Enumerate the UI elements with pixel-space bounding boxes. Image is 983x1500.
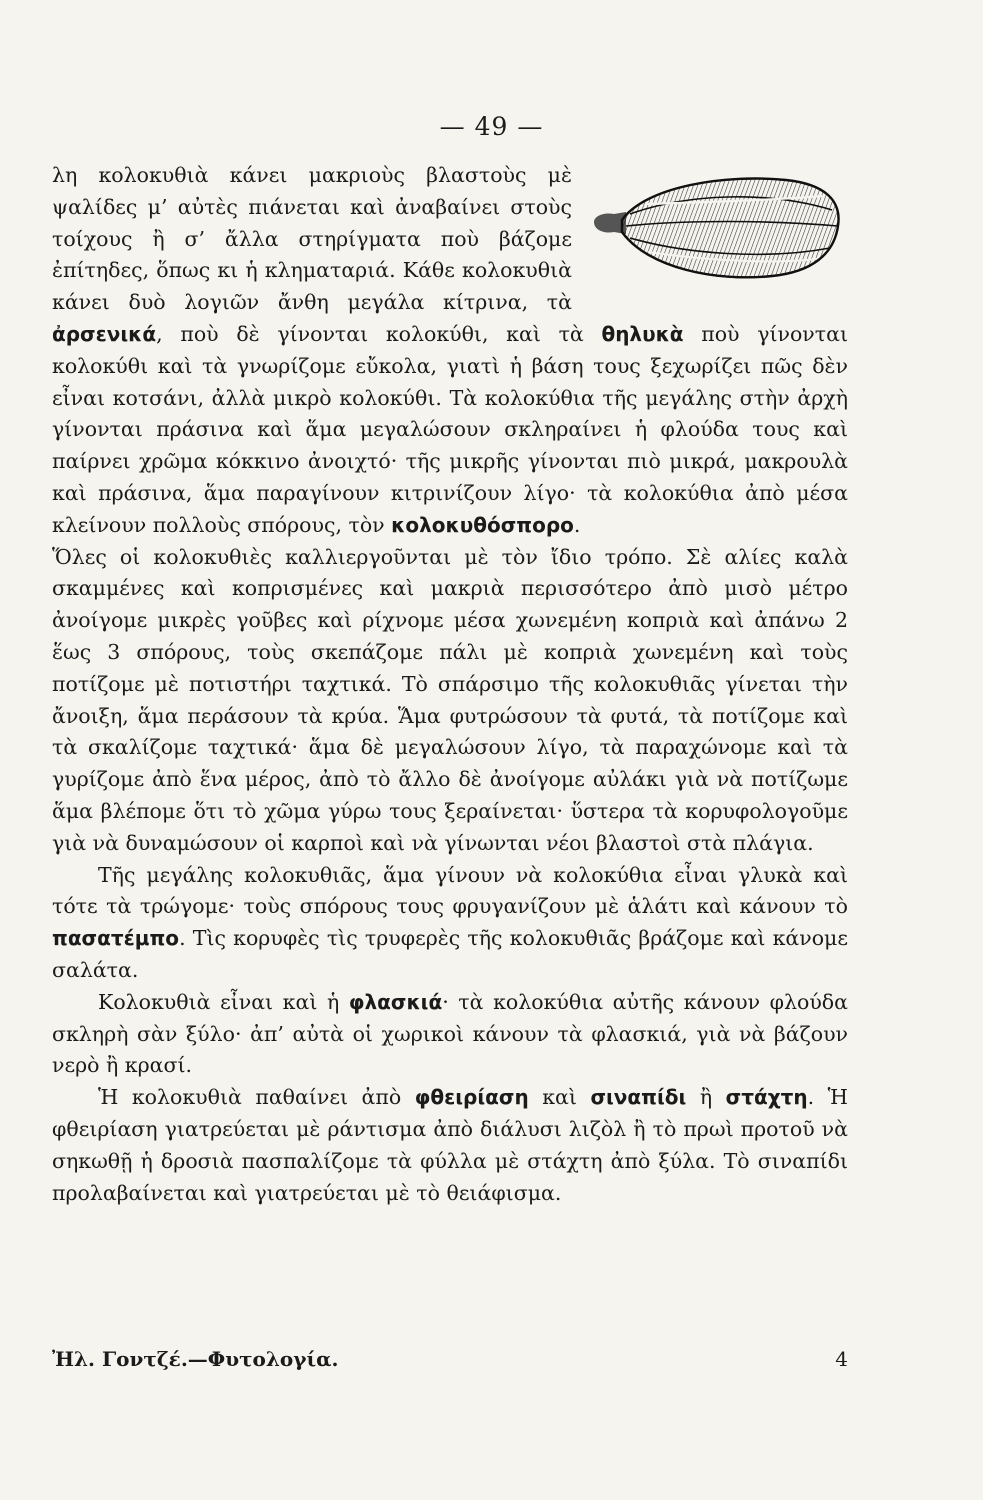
- paragraph-4: [52, 987, 848, 1082]
- bold-term: ἀρσενικά: [52, 321, 157, 346]
- text-run: · τὰ κολοκύθια αὐτῆς κάνουν φλούδα σκληρὴ σὰν ξύλο· ἀπ’ αὐτὰ οἱ χωρικοὶ κάνουν τὰ φλασκιά, γιὰ νὰ βάζουν νερὸ ἢ κρασί.: [52, 989, 848, 1078]
- footer-signature-number: 4: [835, 1347, 848, 1371]
- text-run: Ἡ κολοκυθιὰ παθαίνει ἀπὸ: [98, 1085, 415, 1110]
- text-run: , ποὺ δὲ γίνονται κολοκύθι, καὶ τὰ: [156, 321, 602, 346]
- bold-term: πασατέμπο: [52, 926, 180, 951]
- text-run: . Ἡ φθειρίαση γιατρεύεται μὲ ράντισμα ἀπὸ διάλυσι λιζὸλ ἢ τὸ πρωὶ προτοῦ νὰ σηκωθῇ ἡ δροσιὰ πασπαλίζομε τὰ φύλλα μὲ στάχτη ἀπὸ ξύλα. Τὸ σιναπίδι προλαβαίνεται καὶ γιατρεύεται μὲ τὸ θειάφισμα.: [52, 1085, 848, 1205]
- text-run: . Τὶς κορυφὲς τὶς τρυφερὲς τῆς κολοκυθιᾶς βράζομε καὶ κάνομε σαλάτα.: [52, 926, 848, 982]
- text-run: ἢ: [686, 1085, 726, 1110]
- footer-author-title: Ἠλ. Γοντζέ.—Φυτολογία.: [52, 1347, 339, 1371]
- bold-term: σιναπίδι: [590, 1085, 687, 1110]
- paragraph-5: [52, 1082, 848, 1209]
- text-run: Ὅλες οἱ κολοκυθιὲς καλλιεργοῦνται μὲ τὸν ἴδιο τρόπο. Σὲ αλίες καλὰ σκαμμένες καὶ κοπρισμένες καὶ μακριὰ περισσότερο ἀπὸ μισὸ μέτρο ἀνοίγομε μικρὲς γοῦβες καὶ ρίχνομε μέσα χωνεμένη κοπριὰ καὶ ἀπάνω 2 ἕως 3 σπόρους, τοὺς σκεπάζομε πάλι μὲ κοπριὰ χωνεμένη καὶ τοὺς ποτίζομε μὲ ποτιστήρι ταχτικά. Τὸ σπάρσιμο τῆς κολοκυθιᾶς γίνεται τὴν ἄνοιξη, ἅμα περάσουν τὰ κρύα. Ἅμα φυτρώσουν τὰ φυτά, τὰ ποτίζομε καὶ τὰ σκαλίζομε ταχτικά· ἅμα δὲ μεγαλώσουν λίγο, τὰ παραχώνομε καὶ τὰ γυρίζομε ἀπὸ ἕνα μέρος, ἀπὸ τὸ ἄλλο δὲ ἀνοίγομε αὐλάκι γιὰ νὰ ποτίζωμε ἅμα βλέπομε ὅτι τὸ χῶμα γύρω τους ξεραίνεται· ὕστερα τὰ κορυφολογοῦμε γιὰ νὰ δυναμώσουν οἱ καρποὶ καὶ νὰ γίνωνται νέοι βλαστοὶ στὰ πλάγια.: [52, 544, 848, 855]
- bold-term: στάχτη: [725, 1085, 808, 1110]
- bold-term: φθειρίαση: [414, 1085, 529, 1110]
- text-run: .: [573, 512, 581, 537]
- text-run: Τῆς μεγάλης κολοκυθιᾶς, ἅμα γίνουν νὰ κολοκύθια εἶναι γλυκὰ καὶ τότε τὰ τρώγομε· τοὺς σπόρους τους φρυγανίζουν μὲ ἁλάτι καὶ κάνουν τὸ: [52, 862, 848, 919]
- gourd-icon: [586, 164, 848, 290]
- text-run: καὶ: [528, 1085, 591, 1110]
- text-run: λη κολοκυθιὰ κάνει μακριοὺς βλαστοὺς μὲ ψαλίδες μ’ αὐτὲς πιάνεται καὶ ἀναβαίνει στοὺς τοίχους ἢ σ’ ἄλλα στηρίγματα ποὺ βάζομε ἐπίτηδες, ὅπως κι ἡ κληματαριά. Κάθε κολοκυθιὰ κάνει δυὸ λογιῶν ἄνθη μεγάλα κίτρινα, τὰ: [52, 163, 572, 315]
- body-text: [52, 160, 848, 1209]
- bold-term: θηλυκὰ: [601, 321, 684, 346]
- gourd-illustration: [586, 164, 848, 290]
- paragraph-3: [52, 860, 848, 987]
- text-run: ποὺ γίνονται κολοκύθι καὶ τὰ γνωρίζομε εὔκολα, γιατὶ ἡ βάση τους ξεχωρίζει πῶς δὲν εἶναι κοτσάνι, ἀλλὰ μικρὸ κολοκύθι. Τὰ κολοκύθια τῆς μεγάλης στὴν ἀρχὴ γίνονται πράσινα καὶ ἅμα μεγαλώσουν σκληραίνει ἡ φλούδα τους καὶ παίρνει χρῶμα κόκκινο ἀνοιχτό· τῆς μικρῆς γίνονται πιὸ μικρά, μακρουλὰ καὶ πράσινα, ἅμα παραγίνουν κιτρινίζουν λίγο· τὰ κολοκύθια ἀπὸ μέσα κλείνουν πολλοὺς σπόρους, τὸν: [52, 321, 848, 537]
- page-number: — 49 —: [439, 112, 544, 141]
- text-run: Κολοκυθιὰ εἶναι καὶ ἡ: [98, 989, 349, 1014]
- bold-term: κολοκυθόσπορο: [391, 512, 574, 537]
- paragraph-2: [52, 542, 848, 860]
- page-footer: [52, 1347, 848, 1371]
- bold-term: φλασκιά: [348, 989, 443, 1014]
